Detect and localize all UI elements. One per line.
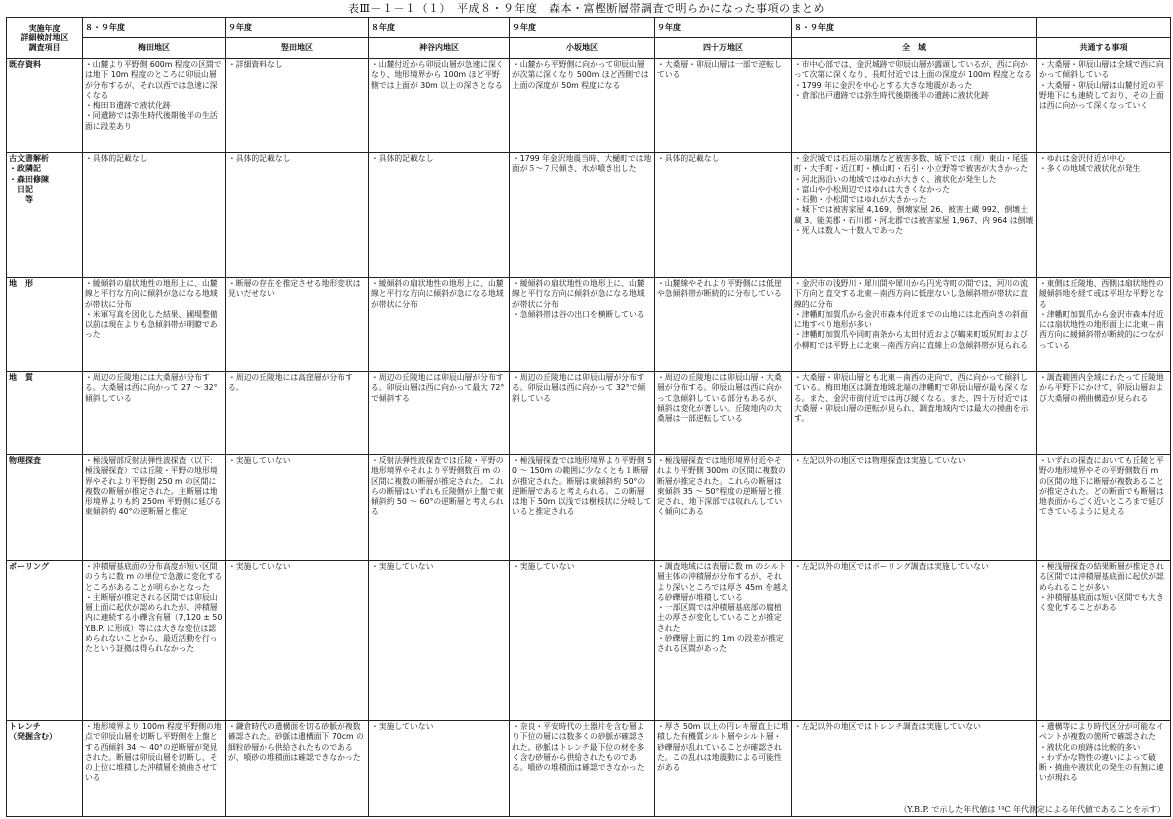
header-year-all: ８・９年度 [792, 18, 1037, 38]
row-label-old-documents: 古文書解析 ・政隣記 ・森田修陳 日記 等 [7, 153, 83, 278]
header-area-umeda: 梅田地区 [83, 38, 226, 59]
table-cell: ・極浅層探査では地形境界より平野側 50 ～ 150m の範囲に少なくとも１断層が推定された。断層は東傾斜約 50°の逆断層であると考えられる。この断層は地下 50m 以浅では樹枝状に分岐していると推定される [510, 455, 655, 561]
table-cell: ・鎌倉時代の遺構面を切る砂脈が複数確認された。砂脈は遺構面下 70cm の細粒砂層から供給されたものであるが、噴砂の堆積面は確認できなかった [226, 721, 369, 817]
header-year-shijima: ９年度 [655, 18, 792, 38]
table-row [7, 59, 1171, 153]
table-cell: ・周辺の丘陵地には卯辰山層・大桑層が分布する。卯辰山層は西に向かって急傾斜している部分もあるが、傾斜は変化が著しい。丘陵地内の大桑層は一部逆転している [655, 372, 792, 455]
table-cell: ・具体的記載なし [83, 153, 226, 278]
header-year-umeda: ８・９年度 [83, 18, 226, 38]
table-cell: ・具体的記載なし [655, 153, 792, 278]
table-cell: ・山麓付近から卯辰山層が急速に深くなり、地形境界から 100m ほど平野側では上面が 30m 以上の深さとなる [369, 59, 510, 153]
table-cell: ・いずれの探査においても丘陵と平野の地形境界やその平野側数百 m の区間の地下に断層が複数あることが推定された。どの断面でも断層は地表面からごく近いところまで延びてきているように見える [1037, 455, 1171, 561]
table-row [7, 153, 1171, 278]
row-label-existing-data: 既存資料 [7, 59, 83, 153]
table-cell: ・周辺の丘陵地には高窪層が分布する。 [226, 372, 369, 455]
table-cell: ・左記以外の地区ではトレンチ調査は実施していない [792, 721, 1037, 817]
table-cell: ・大桑層・卯辰山層は全域で西に向かって傾斜している ・大桑層・卯辰山層は山麓付近の平野地下にも連続しており、その上面は西に向かって深くなっていく [1037, 59, 1171, 153]
table-cell: ・断層の存在を推定させる地形変状は見いだせない [226, 278, 369, 372]
table-cell: ・実施していない [369, 561, 510, 721]
row-label-trench: トレンチ （発掘含む） [7, 721, 83, 817]
table-cell: ・大桑層・卯辰山層とも北東－南西の走向で、西に向かって傾斜している。梅田地区は調査地域北端の津幡町で卯辰山層が最も深くなる。また、金沢市街付近では再び緩くなる。また、四十万付近では大桑層・卯辰山層の逆転が見られ、調査地域内では最大の撓曲を示す。 [792, 372, 1037, 455]
table-cell: ・緩傾斜の扇状地性の地形上に、山麓線と平行な方向に傾斜が急になる地域が帯状に分布 ・急傾斜帯は谷の出口を横断している [510, 278, 655, 372]
table-cell: ・詳細資料なし [226, 59, 369, 153]
table-cell: ・反射法弾性波探査では丘陵・平野の地形境界やそれより平野側数百 m の区間に複数の断層が推定された。これらの断層はいずれも丘陵側が上盤で東傾斜約 50 ～ 60°の逆断層と考えられる [369, 455, 510, 561]
header-area-all: 全 域 [792, 38, 1037, 59]
table-cell: ・奈良・平安時代の土器片を含む層より下位の層には数多くの砂脈が確認された。砂脈はトレンチ最下位の材を多く含む砂層から供給されたものである。噴砂の堆積面は確認できなかった [510, 721, 655, 817]
header-corner: 実施年度 詳細検討地区 調査項目 [7, 18, 83, 59]
table-cell: ・具体的記載なし [226, 153, 369, 278]
table-cell: ・大桑層・卯辰山層は一部で逆転している [655, 59, 792, 153]
row-label-topography: 地 形 [7, 278, 83, 372]
table-cell: ・左記以外の地区ではボーリング調査は実施していない [792, 561, 1037, 721]
table-cell: ・周辺の丘陵地には大桑層が分布する。大桑層は西に向かって 27 ～ 32°傾斜している [83, 372, 226, 455]
page-title: 表Ⅲ－１－１（１） 平成８・９年度 森本・富樫断層帯調査で明らかになった事項のまとめ [347, 2, 826, 15]
table-cell: ・実施していない [369, 721, 510, 817]
table-cell: ・市中心部では、金沢城跡で卯辰山層が露頭しているが、西に向かって次第に深くなり、長町付近では上面の深度が 100m 程度となる ・1799 年に金沢を中心とする大きな地震があった ・倉部出戸遺跡では弥生時代後期後半の遺跡に液状化跡 [792, 59, 1037, 153]
table-cell: ・1799 年金沢地震当時、大樋町では地面が５～７尺傾き、水が噴き出した [510, 153, 655, 278]
table-cell: ・調査地域には表層に数 m のシルト層主体の沖積層が分布するが、それより深いところでは厚さ 45m を越える砂礫層が堆積している ・一部区間では沖積層基底部の腐植土の厚さが変化していることが推定された ・砂礫層上面に約 1m の段差が推定される区間があった [655, 561, 792, 721]
table-cell: ・山麓より平野側 600m 程度の区間では地下 10m 程度のところに卯辰山層が分布するが、それ以西では急速に深くなる ・梅田Ｂ遺跡で液状化跡 ・同遺跡では弥生時代後期後半の生活面に段差あり [83, 59, 226, 153]
header-area-common: 共通する事項 [1037, 38, 1171, 59]
header-year-tateda: ９年度 [226, 18, 369, 38]
header-year-kanayachi: ８年度 [369, 18, 510, 38]
table-cell: ・金沢城では石垣の崩壊など被害多数、城下では（現）東山・尾張町・大手町・近江町・横山町・石引・小立野等で被害が大きかった ・河北潟沿いの地域ではゆれが大きく、液状化が発生した ・富山や小松周辺ではゆれは大きくなかった ・石動・小松間ではゆれが大きかった ・城下では被害家屋 4,169、倒壊家屋 26、被害土蔵 992、倒壊土蔵 3、能美郡・石川郡・河北郡では被害家屋 1,967、内 964 は倒壊 ・死人は数人～十数人であった [792, 153, 1037, 278]
table-cell: ・山麓から平野側に向かって卯辰山層が次第に深くなり 500m ほど西側では上面の深度が 50m 程度になる [510, 59, 655, 153]
table-cell: ・厚さ 50m 以上の円レキ層直上に堆積した有機質シルト層やシルト層・砂礫層が乱れていることが確認された。この乱れは地震動による可能性がある [655, 721, 792, 817]
table-cell: ・左記以外の地区では物理探査は実施していない [792, 455, 1037, 561]
summary-table [6, 17, 1171, 817]
table-row [7, 561, 1171, 721]
table-cell: ・実施していない [510, 561, 655, 721]
header-area-kanayachi: 神谷内地区 [369, 38, 510, 59]
header-year-kosaka: ９年度 [510, 18, 655, 38]
footnote: （Y.B.P. で示した年代値は ¹⁴C 年代測定による年代値であることを示す） [899, 805, 1165, 814]
table-cell: ・周辺の丘陵地には卯辰山層が分布する。卯辰山層は西に向かって 32°で傾斜している [510, 372, 655, 455]
table-cell: ・ゆれは金沢付近が中心 ・多くの地域で液状化が発生 [1037, 153, 1171, 278]
table-cell: ・地形境界より 100m 程度平野側の地点で卯辰山層を切断し平野側を上盤とする西傾斜 34 ～ 40°の逆断層が発見された。断層は卯辰山層を切断し、その上位に堆積した沖積層を撓曲させている [83, 721, 226, 817]
table-cell: ・金沢市の浅野川・犀川間や犀川から円光寺町の間では、河川の流下方向と直交する北東－南西方向に低崖ないし急傾斜帯が帯状に直線的に分布 ・津幡町加賀爪から金沢市森本付近までの山地には北西向きの斜面に地すべり地形が多い ・津幡町加賀爪や同町南条から太田付近および鶴来町坂尻町および小柳町では平野上に北東－南西方向に直線上の急傾斜帯が見られる [792, 278, 1037, 372]
header-year-common [1037, 18, 1171, 38]
table-row [7, 278, 1171, 372]
table-cell: ・沖積層基底面の分布高度が短い区間のうちに数 m の単位で急激に変化するところがあることが明らかとなった ・主断層が推定される区間では卯辰山層上面に起伏が認められたが、沖積層内に連続する小礫含有層（7,120 ± 50Y.B.P. に形成）等には大きな変位は認められないことから、最近活動を行ったという証拠は得られなかった [83, 561, 226, 721]
table-cell: ・実施していない [226, 455, 369, 561]
table-cell: ・東側は丘陵地、西側は扇状地性の緩傾斜地を経て或は平坦な平野となる ・津幡町加賀爪から金沢市森本付近には扇状地性の地形面上に北東－南西方向に緩傾斜帯が断続的につながっている [1037, 278, 1171, 372]
header-area-shijima: 四十万地区 [655, 38, 792, 59]
table-row [7, 372, 1171, 455]
table-cell: ・極浅層探査では地形境界付近やそれより平野側 300m の区間に複数の断層が推定された。これらの断層は東傾斜 35 ～ 50°程度の逆断層と推定され、地下深部では収れんしていく傾向にある [655, 455, 792, 561]
table-cell: ・山麓線やそれより平野側には低崖や急傾斜帯が断続的に分布している [655, 278, 792, 372]
table-row [7, 455, 1171, 561]
table-cell: ・緩傾斜の扇状地性の地形上に、山麓線と平行な方向に傾斜が急になる地域が帯状に分布 [369, 278, 510, 372]
row-label-geology: 地 質 [7, 372, 83, 455]
header-area-kosaka: 小坂地区 [510, 38, 655, 59]
table-row [7, 721, 1171, 817]
table-cell: ・実施していない [226, 561, 369, 721]
table-cell: ・具体的記載なし [369, 153, 510, 278]
header-area-tateda: 竪田地区 [226, 38, 369, 59]
table-cell: ・遺構等により時代区分が可能なイベントが複数の箇所で確認された ・液状化の痕跡は比較的多い ・わずかな物性の違いによって破断・撓曲や液状化の発生の有無に違いが現れる [1037, 721, 1171, 817]
row-label-geophysical: 物理探査 [7, 455, 83, 561]
table-cell: ・周辺の丘陵地には卯辰山層が分布する。卯辰山層は西に向かって最大 72°で傾斜する [369, 372, 510, 455]
table-cell: ・調査範囲内全域にわたって丘陵地から平野下にかけて、卯辰山層および大桑層の褶曲構造が見られる [1037, 372, 1171, 455]
table-cell: ・緩傾斜の扇状地性の地形上に、山麓線と平行な方向に傾斜が急になる地域が帯状に分布 ・米軍写真を図化した結果、圃場整備以前は現在よりも急傾斜帯が明瞭であった [83, 278, 226, 372]
table-cell: ・極浅層探査の結果断層が推定される区間では沖積層基底面に起伏が認められることが多い ・沖積層基底面は短い区間でも大きく変化することがある [1037, 561, 1171, 721]
table-cell: ・極浅層部反射法弾性波探査（以下：極浅層探査）では丘陵・平野の地形境界やそれより平野側 250 m の区間に複数の断層が推定された。主断層は地形境界よりも約 250m 平野側に延びる東傾斜約 40°の逆断層と推定 [83, 455, 226, 561]
row-label-boring: ボーリング [7, 561, 83, 721]
